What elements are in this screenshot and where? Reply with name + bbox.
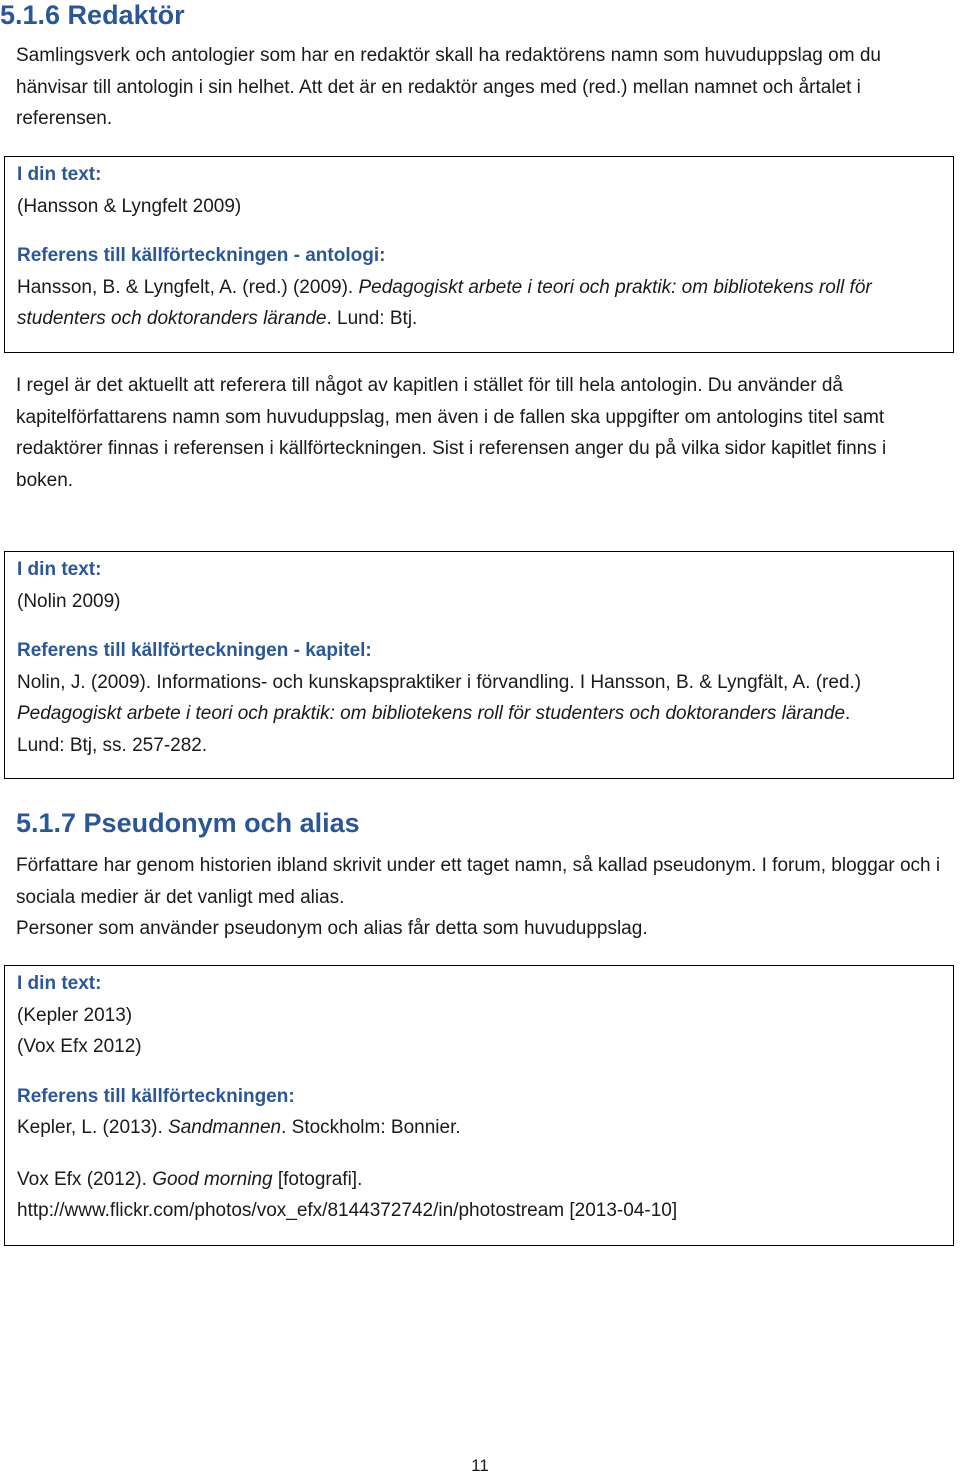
section-heading-pseudonym: 5.1.7 Pseudonym och alias [16, 808, 360, 838]
reference-entry-line1: Nolin, J. (2009). Informations- och kunskapspraktiker i förvandling. I Hansson, B. & Lyngfält, A. (red.) [17, 671, 862, 693]
reference-url: http://www.flickr.com/photos/vox_efx/8144372742/in/photostream [2013-04-10] [17, 1200, 678, 1221]
example-box-anthology [4, 156, 954, 353]
citation-example: (Nolin 2009) [17, 590, 121, 612]
label-in-text: I din text: [17, 164, 102, 185]
chapter-paragraph: I regel är det aktuellt att referera till något av kapitlen i stället för till hela antologin. Du använder då kapitelförfattarens namn som huvuduppslag, men även i de fallen ska uppgifter om antologins titel samt redaktörer finnas i referensen i källförteckningen. Sist i referensen anger du på vilka sidor kapitlet finns i boken. [16, 375, 887, 491]
example-box-chapter [4, 551, 954, 779]
pseudonym-paragraph-2: Personer som använder pseudonym och alias får detta som huvuduppslag. [16, 918, 648, 939]
intro-paragraph: Samlingsverk och antologier som har en redaktör skall ha redaktörens namn som huvuduppslag om du hänvisar till antologin i sin helhet. Att det är en redaktör anges med (red.) mellan namnet och årtalet i referensen. [16, 45, 881, 129]
label-in-text: I din text: [17, 559, 102, 580]
reference-entry-voxefx: Vox Efx (2012). Good morning [fotografi]. [17, 1168, 363, 1190]
citation-example-1: (Kepler 2013) [17, 1004, 133, 1026]
reference-entry: Hansson, B. & Lyngfelt, A. (red.) (2009). Pedagogiskt arbete i teori och praktik: om bibliotekens roll för studenters och doktoranders lärande. Lund: Btj. [17, 276, 872, 329]
label-reference: Referens till källförteckningen - kapitel: [17, 640, 372, 661]
label-reference: Referens till källförteckningen - antologi: [17, 245, 386, 266]
label-in-text: I din text: [17, 973, 102, 994]
example-box-pseudonym [4, 965, 954, 1246]
page-number: 11 [471, 1456, 489, 1475]
reference-entry-line3: Lund: Btj, ss. 257-282. [17, 734, 208, 756]
section-heading-redaktor: 5.1.6 Redaktör [0, 0, 185, 30]
pseudonym-paragraph: Författare har genom historien ibland skrivit under ett taget namn, så kallad pseudonym. I forum, bloggar och i sociala medier är det vanligt med alias. [16, 855, 941, 908]
reference-entry-kepler: Kepler, L. (2013). Sandmannen. Stockholm: Bonnier. [17, 1117, 461, 1138]
citation-example-2: (Vox Efx 2012) [17, 1036, 142, 1057]
label-reference: Referens till källförteckningen: [17, 1085, 295, 1107]
reference-entry-line2: Pedagogiskt arbete i teori och praktik: om bibliotekens roll för studenters och doktoranders lärande. [17, 703, 851, 724]
citation-example: (Hansson & Lyngfelt 2009) [17, 195, 242, 217]
